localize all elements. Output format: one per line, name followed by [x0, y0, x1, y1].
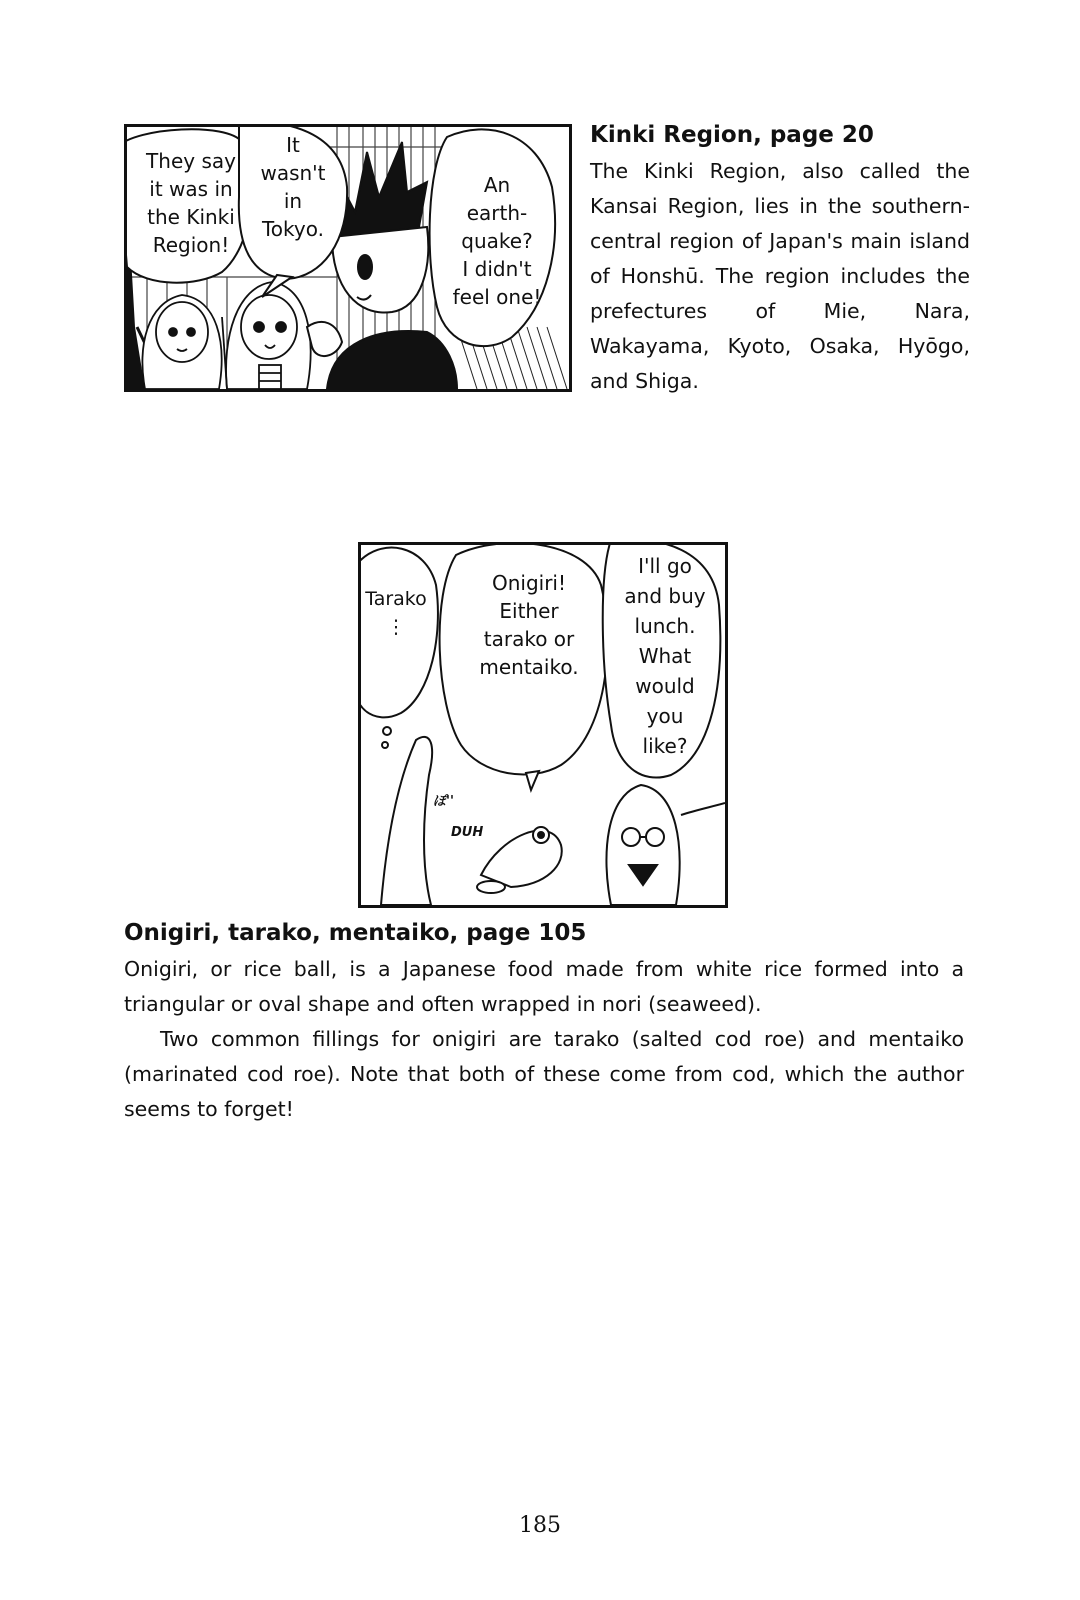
speech-bubble-kinki: They say it was in the Kinki Region! — [146, 149, 236, 257]
sound-effect-duh: DUH — [451, 825, 484, 840]
manga-panel-kinki — [124, 124, 572, 392]
note-title-onigiri: Onigiri, tarako, mentaiko, page 105 — [124, 920, 587, 946]
note-body-kinki: The Kinki Region, also called the Kansai Region, lies in the southern-central region of Japan's main island of Honshū. The region includes the prefectures of Mie, Nara, Wakayama, Kyoto, Osaka, Hyōgo, and Shiga. — [590, 159, 970, 393]
speech-bubble-onigiri: Onigiri! Either tarako or mentaiko. — [479, 571, 579, 679]
note-paragraph-1: Onigiri, or rice ball, is a Japanese food made from white rice formed into a triangular or oval shape and often wrapped in nori (seaweed). — [124, 957, 964, 1016]
speech-bubble-tokyo: It wasn't in Tokyo. — [260, 133, 326, 241]
note-paragraph-2: Two common fillings for onigiri are tarako (salted cod roe) and mentaiko (marinated cod roe). Note that both of these come from cod, which the author seems to forget! — [124, 1027, 964, 1121]
sound-effect-po: ぽ'' — [433, 794, 454, 809]
note-title-kinki: Kinki Region, page 20 — [590, 122, 874, 148]
speech-bubble-lunch: I'll go and buy lunch. What would you like? — [624, 554, 706, 758]
note-body-onigiri — [124, 952, 964, 1127]
manga-panel-onigiri — [358, 542, 728, 908]
speech-bubble-earthquake: An earth- quake? I didn't feel one! — [452, 173, 542, 309]
thought-bubble-tarako: Tarako ⋮ — [365, 588, 427, 638]
page-number: 185 — [519, 1513, 561, 1538]
